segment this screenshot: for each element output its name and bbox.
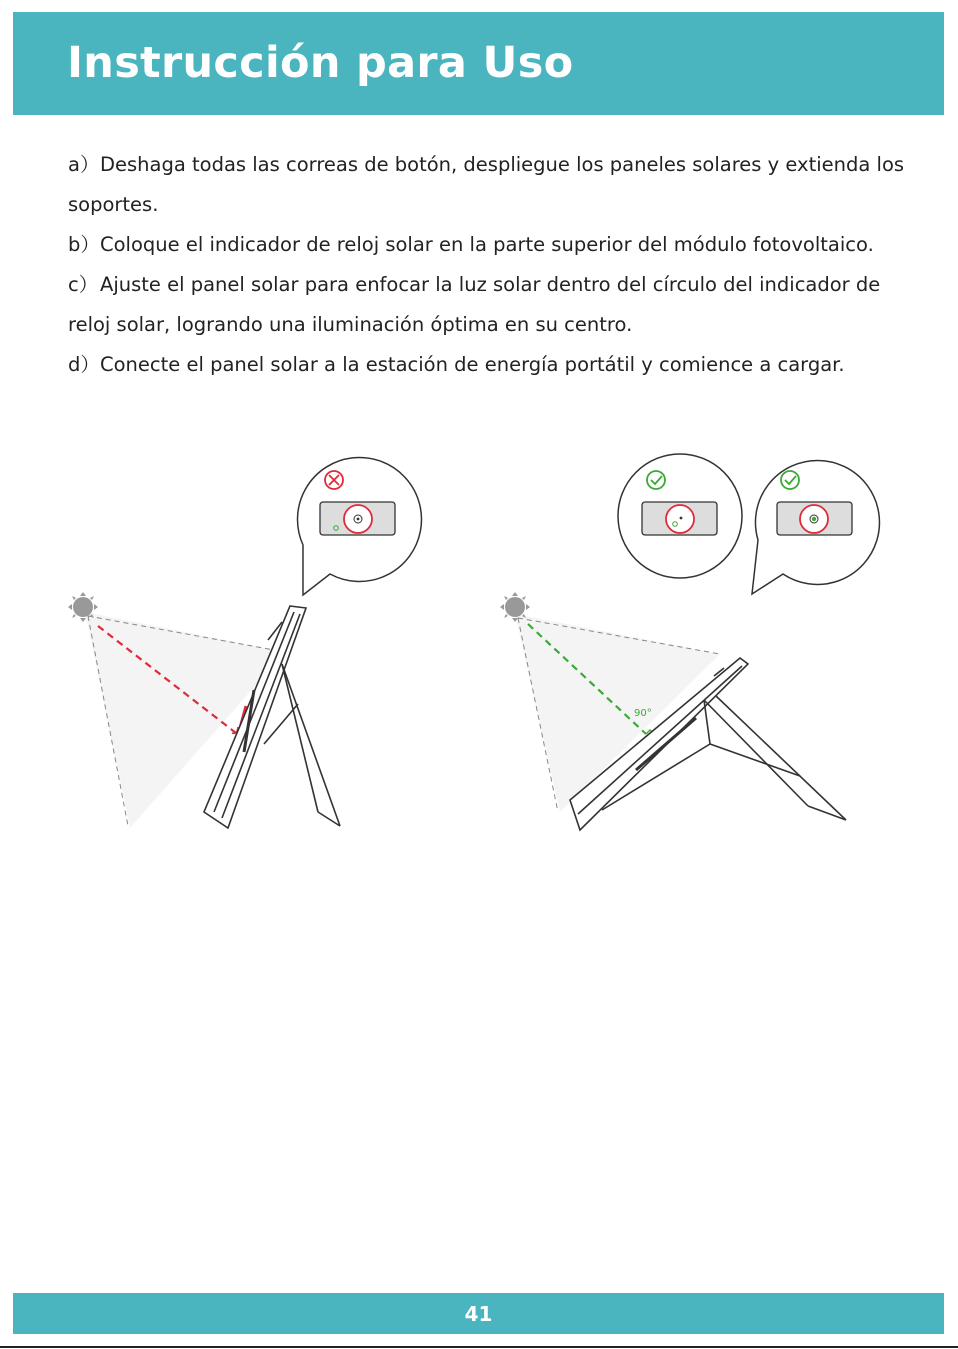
sundial-indicator xyxy=(777,502,852,535)
step-marker: d） xyxy=(68,353,100,376)
callout-bubble-centered-offset xyxy=(618,454,742,578)
step-text: Conecte el panel solar a la estación de energía portátil y comience a cargar. xyxy=(100,353,845,376)
callout-bubble-centered xyxy=(752,460,879,594)
step-marker: a） xyxy=(68,153,100,176)
step-text: Coloque el indicador de reloj solar en la parte superior del módulo fotovoltaico. xyxy=(100,233,874,256)
page-title: Instrucción para Uso xyxy=(67,38,574,88)
page-number: 41 xyxy=(464,1302,493,1326)
sundial-indicator xyxy=(320,502,395,535)
step-text: Deshaga todas las correas de botón, despliegue los paneles solares y extienda los soportes. xyxy=(68,153,905,216)
step-c xyxy=(68,265,908,345)
step-a xyxy=(68,145,908,225)
step-d xyxy=(68,345,908,385)
footer-banner xyxy=(13,1293,944,1334)
bottom-rule xyxy=(0,1346,958,1348)
sun-icon xyxy=(68,592,98,622)
callout-bubble xyxy=(297,457,421,595)
step-b xyxy=(68,225,908,265)
figure-incorrect-alignment xyxy=(0,440,480,840)
angle-label: 90° xyxy=(634,708,652,719)
step-marker: b） xyxy=(68,233,100,256)
step-marker: c） xyxy=(68,273,99,296)
header-banner xyxy=(13,12,944,115)
sundial-indicator xyxy=(642,502,717,535)
figure-correct-alignment xyxy=(480,440,958,840)
instruction-list xyxy=(68,145,908,385)
step-text: Ajuste el panel solar para enfocar la luz solar dentro del círculo del indicador de reloj solar, logrando una iluminación óptima en su centro. xyxy=(68,273,881,336)
sun-icon xyxy=(500,592,530,622)
